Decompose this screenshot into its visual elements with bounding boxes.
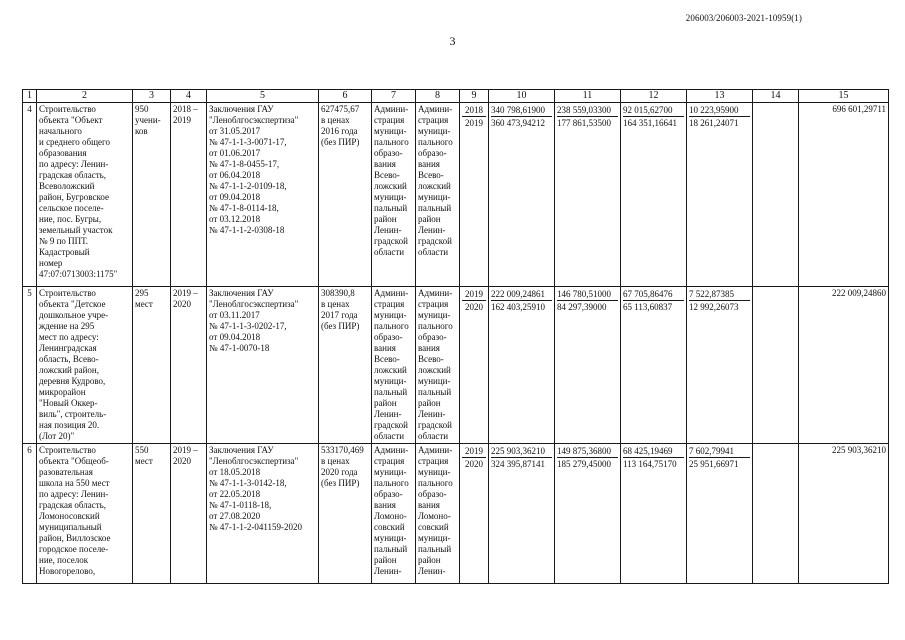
amount-value: 177 861,53500 bbox=[557, 116, 618, 129]
amount-local-cell bbox=[687, 444, 753, 584]
row-number: 5 bbox=[23, 287, 37, 444]
empty-cell bbox=[753, 287, 799, 444]
estimated-cost: 627475,67 в ценах 2016 года (без ПИР) bbox=[319, 103, 372, 287]
total-cost: 225 903,36210 bbox=[799, 444, 889, 584]
estimated-cost: 308390,8 в ценах 2017 года (без ПИР) bbox=[319, 287, 372, 444]
amount-value: 18 261,24071 bbox=[689, 116, 750, 129]
year-value: 2019 bbox=[462, 116, 486, 129]
table-row bbox=[23, 103, 889, 287]
column-header: 12 bbox=[621, 90, 687, 103]
column-header: 9 bbox=[460, 90, 489, 103]
amount-regional-cell bbox=[621, 103, 687, 287]
amount-federal-cell bbox=[555, 444, 621, 584]
amount-federal-cell bbox=[555, 287, 621, 444]
expertise-conclusion: Заключения ГАУ "Леноблгосэкспертиза" от 18.05.2018 № 47-1-1-3-0142-18, от 22.05.2018 № 47-1-0118-18, от 27.08.2020 № 47-1-1-2-041159-2020 bbox=[207, 444, 319, 584]
amount-value: 92 015,62700 bbox=[623, 105, 673, 115]
developer: Админи- страция муници- пального образо- вания Всево- ложский муници- пальный район Ленин- градской области bbox=[416, 103, 460, 287]
amount-value: 340 798,61900 bbox=[491, 105, 545, 115]
amount-value: 222 009,24861 bbox=[491, 289, 545, 299]
amount-regional-cell bbox=[621, 444, 687, 584]
amount-value: 146 780,51000 bbox=[557, 289, 611, 299]
column-header: 8 bbox=[416, 90, 460, 103]
amount-value: 324 395,87141 bbox=[491, 457, 552, 470]
amount-local-cell bbox=[687, 287, 753, 444]
state-customer: Админи- страция муници- пального образо- вания Всево- ложский муници- пальный район Ленин- градской области bbox=[372, 103, 416, 287]
amount-total-cell bbox=[489, 287, 555, 444]
column-header: 4 bbox=[171, 90, 207, 103]
column-header: 5 bbox=[207, 90, 319, 103]
amount-value: 7 522,87385 bbox=[689, 289, 734, 299]
column-header: 13 bbox=[687, 90, 753, 103]
amount-value: 238 559,03300 bbox=[557, 105, 611, 115]
amount-local-cell bbox=[687, 103, 753, 287]
column-header: 6 bbox=[319, 90, 372, 103]
construction-period: 2019 – 2020 bbox=[171, 444, 207, 584]
developer: Админи- страция муници- пального образо- вания Ломоно- совский муници- пальный район Ленин- bbox=[416, 444, 460, 584]
amount-federal-cell bbox=[555, 103, 621, 287]
object-description: Строительство объекта "Объект начального и среднего общего образования по адресу: Ленин- градская область, Всеволожский район, Бугровское сельское поселе- ние, пос. Бугры, земельный участок № 9 по ППТ. Кадастровый номер 47:07:0713003:1175" bbox=[37, 103, 133, 287]
state-customer: Админи- страция муници- пального образо- вания Ломоно- совский муници- пальный район Ленин- bbox=[372, 444, 416, 584]
column-header: 1 bbox=[23, 90, 37, 103]
amount-value: 113 164,75170 bbox=[623, 457, 684, 470]
empty-cell bbox=[753, 444, 799, 584]
amount-value: 360 473,94212 bbox=[491, 116, 552, 129]
amount-total-cell bbox=[489, 103, 555, 287]
amount-regional-cell bbox=[621, 287, 687, 444]
amount-value: 225 903,36210 bbox=[491, 446, 545, 456]
expertise-conclusion: Заключения ГАУ "Леноблгосэкспертиза" от 03.11.2017 № 47-1-1-3-0202-17, от 09.04.2018 № 47-1-0070-18 bbox=[207, 287, 319, 444]
year-value: 2018 bbox=[465, 105, 483, 115]
row-number: 4 bbox=[23, 103, 37, 287]
table-row bbox=[23, 287, 889, 444]
year-value: 2020 bbox=[462, 457, 486, 470]
object-description: Строительство объекта "Детское дошкольное учре- ждение на 295 мест по адресу: Ленинградская область, Всево- ложский район, деревня Кудрово, микрорайон "Новый Оккер- виль", строитель- ная позиция 20. (Лот 20)" bbox=[37, 287, 133, 444]
object-description: Строительство объекта "Общеоб- разовательная школа на 550 мест по адресу: Ленин- градская область, Ломоносовский муниципальный район, Виллозское городское поселе- ние, поселок Новогорелово, bbox=[37, 444, 133, 584]
construction-period: 2018 – 2019 bbox=[171, 103, 207, 287]
state-customer: Админи- страция муници- пального образо- вания Всево- ложский муници- пальный район Ленин- градской области bbox=[372, 287, 416, 444]
capacity: 295 мест bbox=[133, 287, 171, 444]
amount-value: 164 351,16641 bbox=[623, 116, 684, 129]
year-value: 2020 bbox=[462, 300, 486, 313]
total-cost: 222 009,24860 bbox=[799, 287, 889, 444]
column-header: 10 bbox=[489, 90, 555, 103]
row-number: 6 bbox=[23, 444, 37, 584]
amount-value: 67 705,86476 bbox=[623, 289, 673, 299]
page-number: 3 bbox=[449, 34, 456, 48]
document-number: 206003/206003-2021-10959(1) bbox=[685, 13, 802, 23]
total-cost: 696 601,29711 bbox=[799, 103, 889, 287]
amount-value: 84 297,39000 bbox=[557, 300, 618, 313]
year-value: 2019 bbox=[465, 289, 483, 299]
year-cell bbox=[460, 444, 489, 584]
developer: Админи- страция муници- пального образо- вания Всево- ложский муници- пальный район Ленин- градской области bbox=[416, 287, 460, 444]
amount-value: 162 403,25910 bbox=[491, 300, 552, 313]
amount-value: 185 279,45000 bbox=[557, 457, 618, 470]
amount-value: 12 992,26073 bbox=[689, 300, 750, 313]
column-header: 14 bbox=[753, 90, 799, 103]
amount-value: 10 223,95900 bbox=[689, 105, 739, 115]
investment-table bbox=[22, 89, 889, 584]
expertise-conclusion: Заключения ГАУ "Леноблгосэкспертиза" от 31.05.2017 № 47-1-1-3-0071-17, от 01.06.2017 № 47-1-8-0455-17, от 06.04.2018 № 47-1-1-2-0109-18, от 09.04.2018 № 47-1-8-0114-18, от 03.12.2018 № 47-1-1-2-0308-18 bbox=[207, 103, 319, 287]
column-number-row bbox=[23, 90, 889, 103]
column-header: 15 bbox=[799, 90, 889, 103]
year-value: 2019 bbox=[465, 446, 483, 456]
amount-value: 25 951,66971 bbox=[689, 457, 750, 470]
estimated-cost: 533170,469 в ценах 2020 года (без ПИР) bbox=[319, 444, 372, 584]
capacity: 950 учени- ков bbox=[133, 103, 171, 287]
amount-value: 65 113,60837 bbox=[623, 300, 684, 313]
year-cell bbox=[460, 103, 489, 287]
amount-value: 7 602,79941 bbox=[689, 446, 734, 456]
column-header: 11 bbox=[555, 90, 621, 103]
year-cell bbox=[460, 287, 489, 444]
column-header: 2 bbox=[37, 90, 133, 103]
column-header: 7 bbox=[372, 90, 416, 103]
capacity: 550 мест bbox=[133, 444, 171, 584]
amount-value: 149 875,36800 bbox=[557, 446, 611, 456]
empty-cell bbox=[753, 103, 799, 287]
table-row bbox=[23, 444, 889, 584]
column-header: 3 bbox=[133, 90, 171, 103]
amount-value: 68 425,19469 bbox=[623, 446, 673, 456]
construction-period: 2019 – 2020 bbox=[171, 287, 207, 444]
amount-total-cell bbox=[489, 444, 555, 584]
